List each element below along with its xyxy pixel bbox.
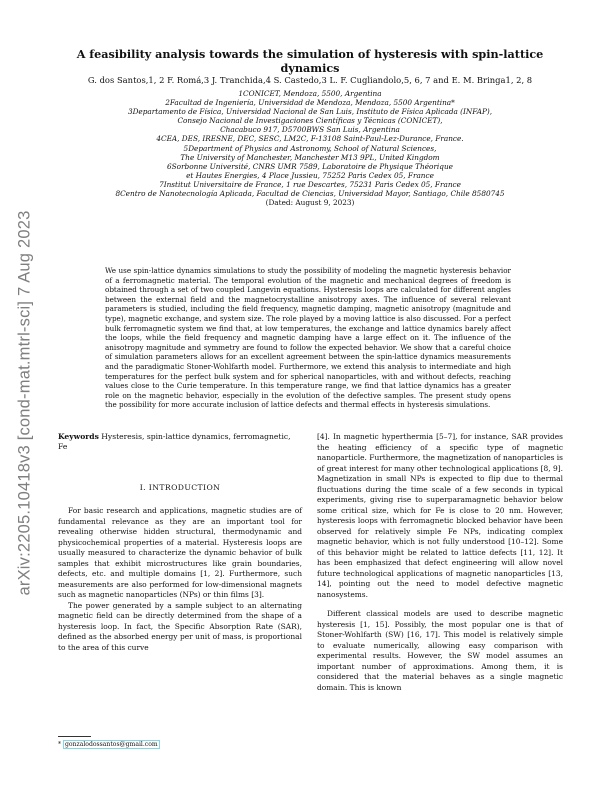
arxiv-stamp xyxy=(12,210,38,596)
affiliations xyxy=(70,89,550,207)
paper-title: A feasibility analysis towards the simulation of hysteresis with spin-lattice dynamics xyxy=(76,47,544,75)
affiliation-line: 1CONICET, Mendoza, 5500, Argentina xyxy=(238,89,382,98)
left-column xyxy=(58,506,302,653)
affiliation-line: 8Centro de Nanotecnología Aplicada, Facultad de Ciencias, Universidad Mayor, Santiago, Chile 8580745 xyxy=(115,189,505,199)
affiliation-line: 4CEA, DES, IRESNE, DEC, SESC, LM2C, F-13108 Saint-Paul-Lez-Durance, France. xyxy=(156,134,464,144)
affiliation-line: Consejo Nacional de Investigaciones Científicas y Técnicas (CONICET), xyxy=(177,116,443,126)
footnote-marker: * xyxy=(58,741,62,748)
affiliation-line: 7Institut Universitaire de France, 1 rue Descartes, 75231 Paris Cedex 05, France xyxy=(159,179,461,189)
affiliation-line: The University of Manchester, Manchester M13 9PL, United Kingdom xyxy=(180,152,440,162)
abstract: We use spin-lattice dynamics simulations to study the possibility of modeling the magnetic hysteresis behavior of a ferromagnetic material. The temporal evolution of the magnetic and mechanical degrees of freedom is obtained through a set of two coupled Langevin equations. Hysteresis loops are calculated for different angles between the external field and the magnetocrystalline anisotropy axes. The influence of several relevant parameters is studied, including the field frequency, magnetic damping, magnetic anisotropy (magnitude and type), magnetic exchange, and system size. The role played by a moving lattice is also discussed. For a perfect bulk ferromagnetic system we find that, at low temperatures, the exchange and lattice dynamics barely affect the loops, while the field frequency and magnetic damping have a large effect on it. The influence of the anisotropy magnitude and symmetry are found to follow the expected behavior. We show that a careful choice of simulation parameters allows for an excellent agreement between the spin-lattice dynamics measurements and the paradigmatic Stoner-Wohlfarth model. Furthermore, we extend this analysis to intermediate and high temperatures for the perfect bulk system and for spherical nanoparticles, with and without defects, reaching values close to the Curie temperature. In this temperature range, we find that lattice dynamics has a greater role on the magnetic behavior, especially in the evolution of the defective samples. The present study opens the possibility for more accurate inclusion of lattice defects and thermal effects in hysteresis simulations. xyxy=(105,266,511,410)
keywords-text: Hysteresis, spin-lattice dynamics, ferromagnetic, Fe xyxy=(58,432,291,452)
date-line: (Dated: August 9, 2023) xyxy=(265,198,355,208)
email-link[interactable]: gonzalodossantos@gmail.com xyxy=(64,741,158,748)
affiliation-line: Chacabuco 917, D5700BWS San Luis, Argentina xyxy=(220,125,400,135)
affiliation-line: 5Department of Physics and Astronomy, School of Natural Sciences, xyxy=(183,143,437,153)
affiliation-line: 2Facultad de Ingeniería, Universidad de Mendoza, Mendoza, 5500 Argentina* xyxy=(165,98,455,108)
keywords-label: Keywords xyxy=(58,432,99,441)
arxiv-id[interactable]: arXiv:2205.10418v3 [cond-mat.mtrl-sci] 7 Aug 2023 xyxy=(15,210,34,596)
paragraph: For basic research and applications, magnetic studies are of fundamental relevance as they are an important tool for revealing otherwise hidden structural, thermodynamic and physicochemical properties of a material. Hysteresis loops are usually measured to characterize the dynamic behavior of bulk samples that exhibit microstructures like grain boundaries, defects, etc. and multiple domains [1, 2]. Furthermore, such measurements are also performed for low-dimensional magnets such as magnetic nanoparticles (NPs) or thin films [3]. xyxy=(58,506,302,599)
section-heading: I. INTRODUCTION xyxy=(139,483,221,492)
keywords xyxy=(58,432,302,453)
paragraph: [4]. In magnetic hyperthermia [5–7], for instance, SAR provides the heating efficiency of a specific type of magnetic nanoparticle. Furthermore, the magnetization of nanoparticles is of great interest for many other technological applications [8, 9]. Magnetization in small NPs is expected to flip due to thermal fluctuations during the time scale of a few seconds in typical experiments, giving rise to superparamagnetic behavior below some critical size, which for Fe is close to 20 nm. However, hysteresis loops with ferromagnetic blocked behavior have been observed for relatively simple Fe NPs, indicating complex magnetic behavior, which is not fully understood [10–12]. Some of this behavior might be related to lattice defects [11, 12]. It has been emphasized that defect engineering will allow novel future technological applications of magnetic nanoparticles [13, 14], pointing out the need to model defective magnetic nanosystems. xyxy=(317,432,563,599)
affiliation-line: 3Departamento de Física, Universidad Nacional de San Luis, Instituto de Física Aplicada (INFAP), xyxy=(127,107,493,117)
paragraph: Different classical models are used to describe magnetic hysteresis [1, 15]. Possibly, the most popular one is that of Stoner-Wohlfarth (SW) [16, 17]. This model is relatively simple to evaluate numerically, allowing easy comparison with experimental results. However, the SW model assumes an important number of approximations. Among them, it is considered that the material behaves as a single magnetic domain. This is known xyxy=(317,609,563,692)
affiliation-line: 6Sorbonne Université, CNRS UMR 7589, Laboratoire de Physique Théorique xyxy=(167,161,453,171)
author-list: G. dos Santos,1, 2 F. Romá,3 J. Tranchida,4 S. Castedo,3 L. F. Cugliandolo,5, 6, 7 and E. M. Bringa1, 2, 8 xyxy=(87,75,533,85)
paragraph: The power generated by a sample subject to an alternating magnetic field can be directly determined from the shape of a hysteresis loop. In fact, the Specific Absorption Rate (SAR), defined as the absorbed energy per unit of mass, is proportional to the area of this curve xyxy=(58,600,302,652)
footnote xyxy=(58,741,160,749)
footnote-rule xyxy=(58,736,91,737)
right-column xyxy=(317,432,563,693)
affiliation-line: et Hautes Energies, 4 Place Jussieu, 75252 Paris Cedex 05, France xyxy=(186,170,434,180)
